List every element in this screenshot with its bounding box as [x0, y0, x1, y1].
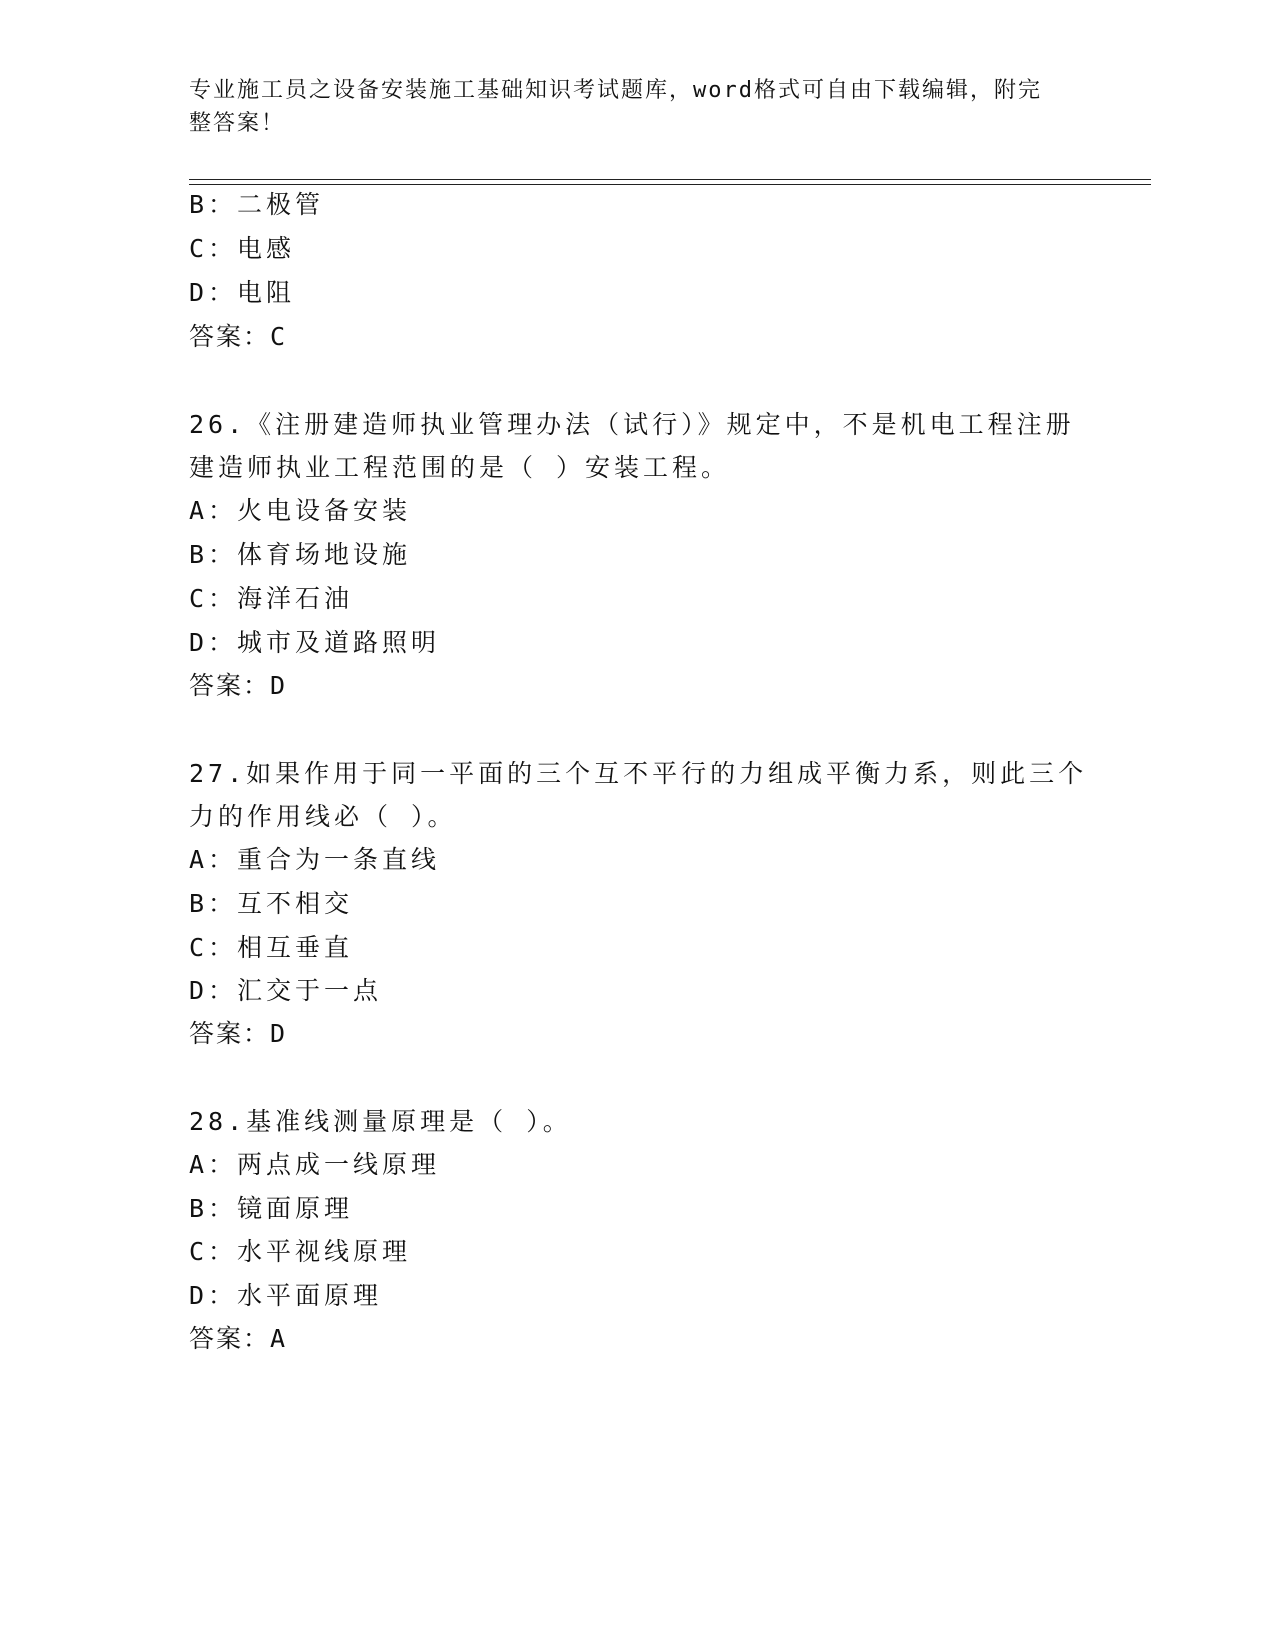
question-28-stem-line-1: 28.基准线测量原理是（ ）。 — [189, 1107, 572, 1136]
question-27-stem-line-1: 27.如果作用于同一平面的三个互不平行的力组成平衡力系，则此三个 — [189, 759, 1088, 788]
question-26-option-c: C：海洋石油 — [189, 584, 354, 613]
question-26-option-b: B：体育场地设施 — [189, 540, 412, 569]
question-26-stem-line-2: 建造师执业工程范围的是（ ）安装工程。 — [189, 453, 731, 482]
option-c: C：电感 — [189, 234, 296, 263]
question-26-option-d: D：城市及道路照明 — [189, 628, 441, 657]
question-28-option-a: A：两点成一线原理 — [189, 1150, 441, 1179]
question-26-answer: 答案：D — [189, 671, 288, 700]
answer: 答案：C — [189, 322, 288, 351]
question-27-stem-line-2: 力的作用线必（ ）。 — [189, 802, 457, 831]
question-27-option-a: A：重合为一条直线 — [189, 845, 441, 874]
question-27-answer: 答案：D — [189, 1019, 288, 1048]
header-rule-top — [189, 179, 1151, 180]
option-b: B：二极管 — [189, 190, 325, 219]
question-28-option-c: C：水平视线原理 — [189, 1237, 412, 1266]
question-27-option-d: D：汇交于一点 — [189, 976, 383, 1005]
document-header — [189, 74, 1089, 140]
question-26-stem-line-1: 26.《注册建造师执业管理办法（试行）》规定中，不是机电工程注册 — [189, 410, 1075, 439]
question-28-option-d: D：水平面原理 — [189, 1281, 383, 1310]
option-d: D：电阻 — [189, 278, 296, 307]
header-rule-bottom — [189, 184, 1151, 185]
header-line-2: 整答案！ — [189, 111, 286, 136]
header-line-1: 专业施工员之设备安装施工基础知识考试题库，word格式可自由下载编辑，附完 — [189, 78, 1042, 103]
question-27-option-c: C：相互垂直 — [189, 933, 354, 962]
question-28-option-b: B：镜面原理 — [189, 1194, 354, 1223]
question-26-option-a: A：火电设备安装 — [189, 496, 412, 525]
question-28-answer: 答案：A — [189, 1324, 288, 1353]
question-27-option-b: B：互不相交 — [189, 889, 354, 918]
